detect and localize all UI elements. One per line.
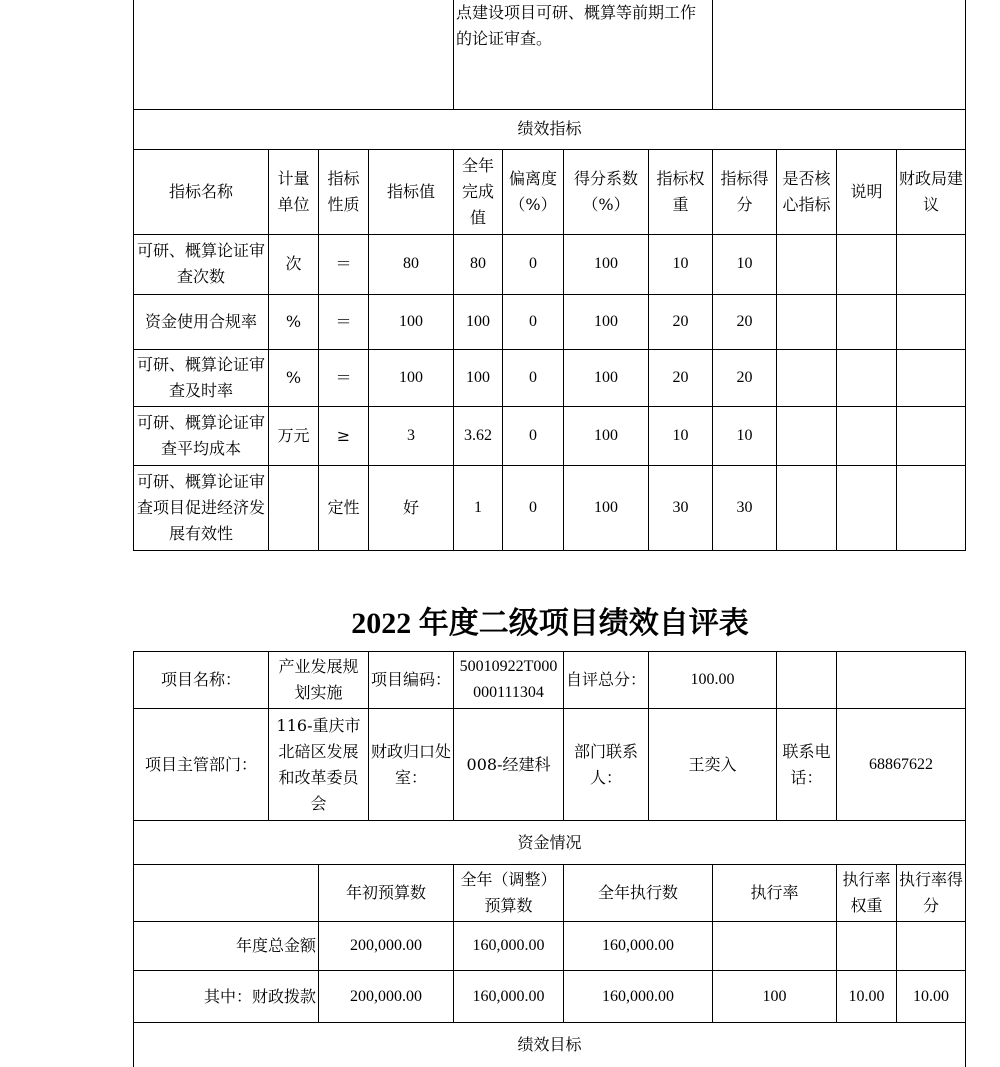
- funds-section-title: 资金情况: [134, 821, 966, 865]
- indicator-weight: 20: [649, 294, 713, 349]
- header-deviation: 偏离度（%）: [503, 149, 564, 234]
- empty-cell: [777, 234, 837, 294]
- indicator-actual: 1: [454, 465, 503, 550]
- indicator-target: 100: [369, 294, 454, 349]
- table-row: [134, 465, 966, 550]
- empty-cell: [713, 0, 966, 109]
- fund-initial: 200,000.00: [319, 971, 454, 1023]
- header-rate-score: 执行率得分: [897, 865, 966, 922]
- indicator-score: 20: [713, 294, 777, 349]
- office-label: 财政归口处室：: [369, 709, 454, 821]
- fund-adjusted: 160,000.00: [454, 922, 564, 971]
- indicator-actual: 100: [454, 294, 503, 349]
- phone-value: 68867622: [837, 709, 966, 821]
- indicator-coef: 100: [564, 349, 649, 406]
- indicator-target: 3: [369, 406, 454, 465]
- empty-cell: [777, 652, 837, 709]
- indicator-unit: %: [269, 294, 319, 349]
- indicator-coef: 100: [564, 406, 649, 465]
- indicator-coef: 100: [564, 465, 649, 550]
- indicator-deviation: 0: [503, 406, 564, 465]
- header-target: 指标值: [369, 149, 454, 234]
- indicator-score: 30: [713, 465, 777, 550]
- indicator-name: 可研、概算论证审查次数: [134, 234, 269, 294]
- dept-value: 116-重庆市北碚区发展和改革委员会: [269, 709, 369, 821]
- header-score: 指标得分: [713, 149, 777, 234]
- indicator-target: 好: [369, 465, 454, 550]
- empty-cell: [837, 349, 897, 406]
- fund-initial: 200,000.00: [319, 922, 454, 971]
- goals-section-title: 绩效目标: [134, 1023, 966, 1067]
- office-value: 008-经建科: [454, 709, 564, 821]
- empty-cell: [837, 652, 966, 709]
- indicator-deviation: 0: [503, 349, 564, 406]
- project-code-label: 项目编码：: [369, 652, 454, 709]
- header-coef: 得分系数（%）: [564, 149, 649, 234]
- contact-label: 部门联系人：: [564, 709, 649, 821]
- fund-rate: 100: [713, 971, 837, 1023]
- empty-cell: [134, 0, 454, 109]
- header-note: 说明: [837, 149, 897, 234]
- indicator-weight: 30: [649, 465, 713, 550]
- project-name-label: 项目名称：: [134, 652, 269, 709]
- project-table: [133, 651, 966, 1067]
- empty-cell: [897, 234, 966, 294]
- content-text: 点建设项目可研、概算等前期工作的论证审查。: [454, 0, 713, 109]
- header-actual: 全年完成值: [454, 149, 503, 234]
- self-score-value: 100.00: [649, 652, 777, 709]
- indicator-unit: %: [269, 349, 319, 406]
- indicator-section-title: 绩效指标: [134, 109, 966, 149]
- indicator-actual: 80: [454, 234, 503, 294]
- indicator-name: 可研、概算论证审查项目促进经济发展有效性: [134, 465, 269, 550]
- header-unit: 计量单位: [269, 149, 319, 234]
- table-row: [134, 294, 966, 349]
- indicator-name: 可研、概算论证审查平均成本: [134, 406, 269, 465]
- indicator-unit: [269, 465, 319, 550]
- indicator-unit: 万元: [269, 406, 319, 465]
- fund-rate: [713, 922, 837, 971]
- indicator-name: 资金使用合规率: [134, 294, 269, 349]
- header-nature: 指标性质: [319, 149, 369, 234]
- indicator-target: 100: [369, 349, 454, 406]
- indicator-nature: 定性: [319, 465, 369, 550]
- fund-executed: 160,000.00: [564, 922, 713, 971]
- empty-cell: [777, 465, 837, 550]
- table-row: [134, 971, 966, 1023]
- indicator-name: 可研、概算论证审查及时率: [134, 349, 269, 406]
- empty-cell: [897, 465, 966, 550]
- fund-weight: 10.00: [837, 971, 897, 1023]
- indicator-table: [133, 0, 966, 551]
- indicator-nature: ＝: [319, 234, 369, 294]
- header-weight: 指标权重: [649, 149, 713, 234]
- header-adjusted-budget: 全年（调整）预算数: [454, 865, 564, 922]
- empty-cell: [837, 234, 897, 294]
- header-core: 是否核心指标: [777, 149, 837, 234]
- empty-cell: [837, 406, 897, 465]
- empty-cell: [897, 349, 966, 406]
- indicator-nature: ≥: [319, 406, 369, 465]
- indicator-nature: ＝: [319, 349, 369, 406]
- indicator-nature: ＝: [319, 294, 369, 349]
- self-score-label: 自评总分：: [564, 652, 649, 709]
- header-executed: 全年执行数: [564, 865, 713, 922]
- indicator-score: 20: [713, 349, 777, 406]
- indicator-target: 80: [369, 234, 454, 294]
- document-title: 2022 年度二级项目绩效自评表: [351, 607, 749, 640]
- empty-cell: [777, 294, 837, 349]
- indicator-score: 10: [713, 406, 777, 465]
- indicator-weight: 20: [649, 349, 713, 406]
- table-row: [134, 349, 966, 406]
- indicator-actual: 100: [454, 349, 503, 406]
- empty-cell: [897, 294, 966, 349]
- header-indicator-name: 指标名称: [134, 149, 269, 234]
- header-rate-weight: 执行率权重: [837, 865, 897, 922]
- fund-row-label: 其中：财政拨款: [134, 971, 319, 1023]
- empty-cell: [777, 349, 837, 406]
- indicator-coef: 100: [564, 294, 649, 349]
- project-name-value: 产业发展规划实施: [269, 652, 369, 709]
- header-exec-rate: 执行率: [713, 865, 837, 922]
- fund-score: 10.00: [897, 971, 966, 1023]
- table-row: [134, 234, 966, 294]
- fund-row-label: 年度总金额: [134, 922, 319, 971]
- indicator-deviation: 0: [503, 465, 564, 550]
- fund-executed: 160,000.00: [564, 971, 713, 1023]
- indicator-deviation: 0: [503, 234, 564, 294]
- empty-cell: [134, 865, 319, 922]
- indicator-actual: 3.62: [454, 406, 503, 465]
- empty-cell: [777, 406, 837, 465]
- empty-cell: [837, 294, 897, 349]
- project-code-value: 50010922T000000111304: [454, 652, 564, 709]
- header-suggestion: 财政局建议: [897, 149, 966, 234]
- table-row: [134, 406, 966, 465]
- fund-adjusted: 160,000.00: [454, 971, 564, 1023]
- indicator-weight: 10: [649, 406, 713, 465]
- phone-label: 联系电话：: [777, 709, 837, 821]
- indicator-coef: 100: [564, 234, 649, 294]
- empty-cell: [837, 465, 897, 550]
- indicator-weight: 10: [649, 234, 713, 294]
- contact-value: 王奕入: [649, 709, 777, 821]
- header-initial-budget: 年初预算数: [319, 865, 454, 922]
- empty-cell: [897, 406, 966, 465]
- table-row: [134, 922, 966, 971]
- indicator-unit: 次: [269, 234, 319, 294]
- fund-weight: [837, 922, 897, 971]
- fund-score: [897, 922, 966, 971]
- indicator-deviation: 0: [503, 294, 564, 349]
- dept-label: 项目主管部门：: [134, 709, 269, 821]
- indicator-score: 10: [713, 234, 777, 294]
